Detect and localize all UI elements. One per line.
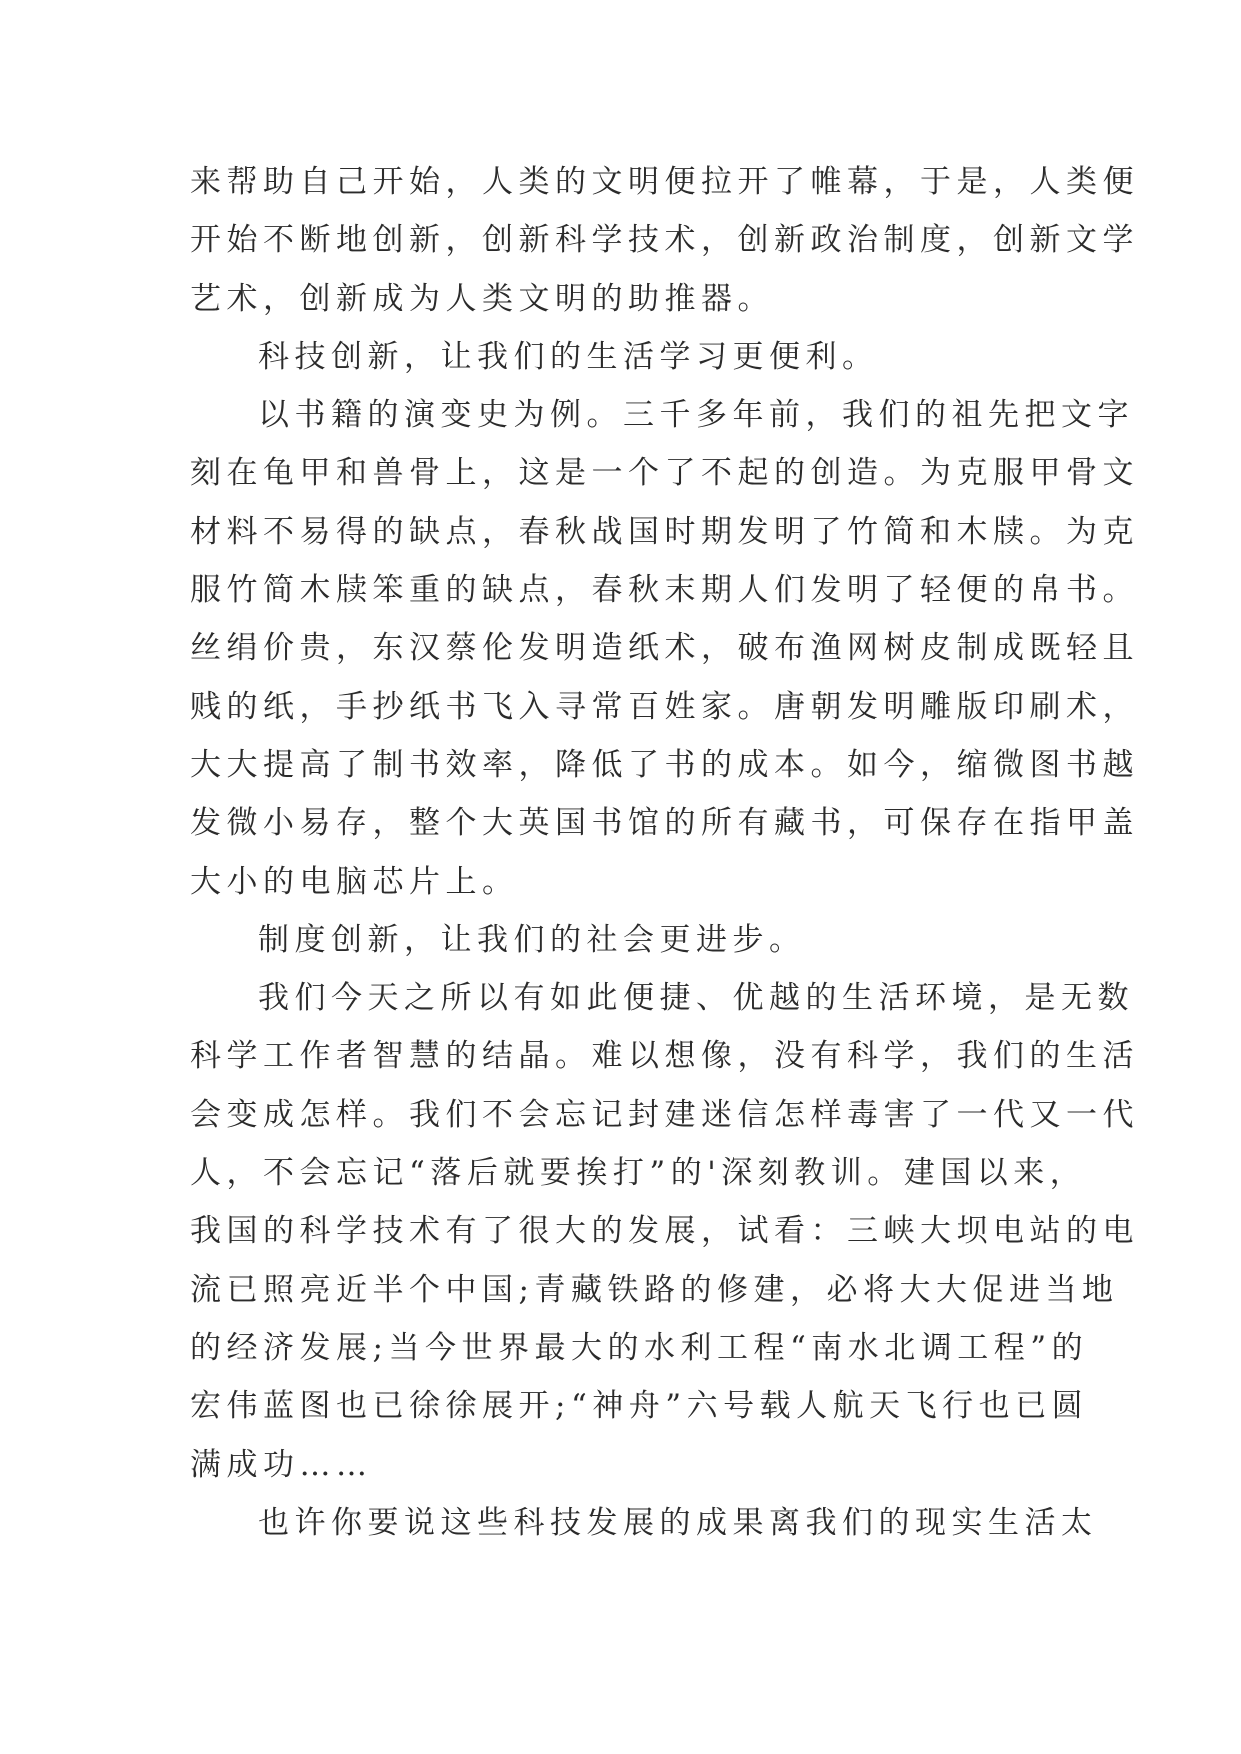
text-line: 开始不断地创新，创新科学技术，创新政治制度，创新文学	[190, 222, 1139, 259]
paragraph-first-line: 科技创新，让我们的生活学习更便利。	[258, 338, 879, 375]
text-line: 大小的电脑芯片上。	[190, 863, 519, 900]
text-line: 满成功……	[190, 1446, 373, 1483]
text-line: 大大提高了制书效率，降低了书的成本。如今，缩微图书越	[190, 746, 1139, 783]
text-line: 材料不易得的缺点，春秋战国时期发明了竹简和木牍。为克	[190, 513, 1139, 550]
text-line: 的经济发展;当今世界最大的水利工程“南水北调工程”的	[190, 1329, 1089, 1366]
text-line: 服竹简木牍笨重的缺点，春秋末期人们发明了轻便的帛书。	[190, 572, 1139, 609]
text-line: 科学工作者智慧的结晶。难以想像，没有科学，我们的生活	[190, 1038, 1139, 1075]
paragraph-first-line: 以书籍的演变史为例。三千多年前，我们的祖先把文字	[258, 397, 1134, 434]
text-line: 流已照亮近半个中国;青藏铁路的修建，必将大大促进当地	[190, 1271, 1119, 1308]
text-line: 人，不会忘记“落后就要挨打”的'深刻教训。建国以来，	[190, 1155, 1087, 1192]
text-line: 会变成怎样。我们不会忘记封建迷信怎样毒害了一代又一代	[190, 1096, 1139, 1133]
text-line: 我国的科学技术有了很大的发展，试看：三峡大坝电站的电	[190, 1213, 1139, 1250]
text-line: 发微小易存，整个大英国书馆的所有藏书，可保存在指甲盖	[190, 805, 1139, 842]
paragraph-first-line: 也许你要说这些科技发展的成果离我们的现实生活太	[258, 1504, 1098, 1541]
text-line: 宏伟蓝图也已徐徐展开;“神舟”六号载人航天飞行也已圆	[190, 1388, 1089, 1425]
paragraph-first-line: 制度创新，让我们的社会更进步。	[258, 921, 806, 958]
text-line: 贱的纸，手抄纸书飞入寻常百姓家。唐朝发明雕版印刷术，	[190, 688, 1139, 725]
text-line: 艺术，创新成为人类文明的助推器。	[190, 280, 774, 317]
text-line: 丝绢价贵，东汉蔡伦发明造纸术，破布渔网树皮制成既轻且	[190, 630, 1139, 667]
text-line: 来帮助自己开始，人类的文明便拉开了帷幕，于是，人类便	[190, 164, 1139, 200]
text-line: 刻在龟甲和兽骨上，这是一个了不起的创造。为克服甲骨文	[190, 455, 1139, 492]
paragraph-first-line: 我们今天之所以有如此便捷、优越的生活环境，是无数	[258, 980, 1134, 1017]
document-body	[190, 153, 1139, 1552]
